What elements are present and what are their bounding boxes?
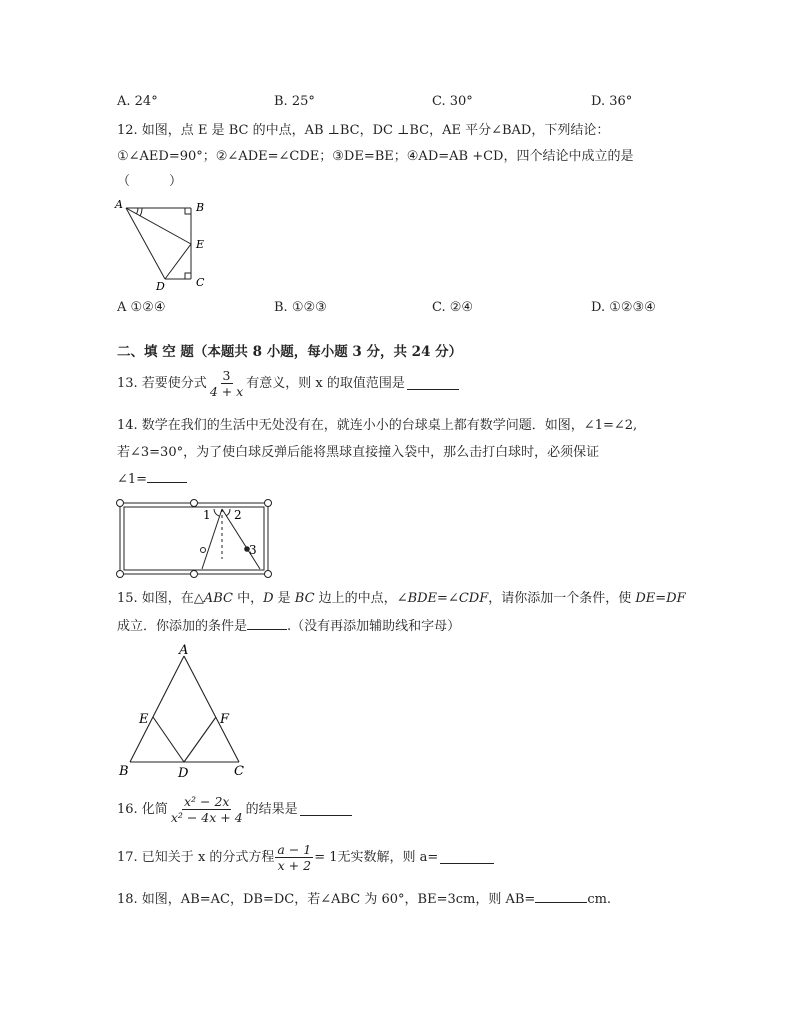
q15-text-g: .（没有再添加辅助线和字母）	[287, 619, 461, 634]
label-f: F	[220, 712, 230, 727]
q18-answer-blank[interactable]	[535, 890, 587, 903]
q17-denominator: x + 2	[277, 858, 312, 873]
q17-fraction	[275, 842, 313, 873]
q11-option-a: A. 24°	[117, 94, 158, 109]
angle-arc-a1	[137, 208, 139, 214]
q13-answer-blank[interactable]	[407, 377, 459, 390]
label-d: D	[178, 766, 189, 781]
q11-option-c: C. 30°	[432, 94, 473, 109]
q12-answer-paren: （ ）	[117, 174, 183, 189]
pocket-top-left	[117, 500, 124, 507]
q15-segment-bc: BC	[294, 591, 315, 606]
q12-option-d: D. ①②③④	[591, 300, 656, 315]
table-inner-edge	[124, 507, 264, 570]
segment-fd	[184, 717, 216, 762]
angle-label-1: 1	[203, 508, 211, 522]
q15-line1	[117, 590, 686, 608]
q15-condition: ∠BDE=∠CDF	[396, 591, 489, 606]
pocket-top-right	[265, 500, 272, 507]
q13-denominator: 4 + x	[209, 384, 244, 399]
right-angle-b	[185, 208, 191, 214]
q15-text-b: 中，	[232, 591, 264, 606]
table-outer-edge	[120, 503, 268, 574]
white-ball	[201, 548, 206, 553]
q14-line1: 14. 数学在我们的生活中无处没有在，就连小小的台球桌上都有数学问题．如图，∠1=∠2,	[117, 418, 638, 433]
q14-line3	[117, 470, 187, 489]
label-e: E	[139, 712, 149, 727]
segment-ed	[153, 717, 184, 762]
side-ab	[130, 656, 184, 762]
q15-text-c: 是	[273, 591, 295, 606]
label-c: C	[196, 276, 205, 289]
q16-numerator: x² − 2x	[184, 794, 230, 809]
q16-denominator: x² − 4x + 4	[170, 810, 243, 825]
angle-label-3: 3	[249, 543, 257, 557]
q15-answer-blank[interactable]	[247, 617, 287, 630]
q15-goal: DE=DF	[635, 591, 686, 606]
q16	[117, 794, 352, 825]
q15-text-e: ，请你添加一个条件，使	[488, 591, 636, 606]
q17-suffix: 无实数解，则 a=	[337, 849, 439, 865]
q13-suffix: 有意义，则 x 的取值范围是	[246, 375, 405, 391]
label-a: A	[179, 643, 189, 658]
q12-text: 12. 如图，点 E 是 BC 的中点，AB ⊥BC，DC ⊥BC，AE 平分∠BAD，下列结论：	[117, 123, 610, 138]
q11-option-b: B. 25°	[274, 94, 315, 109]
q18-unit: cm.	[587, 892, 612, 907]
q12-option-c: C. ②④	[432, 300, 474, 315]
q16-fraction	[169, 794, 245, 825]
q15-text-d: 边上的中点，	[314, 591, 397, 606]
segment-de	[165, 244, 191, 279]
angle-arc-a2	[140, 208, 142, 216]
q16-prefix: 16. 化简	[117, 801, 168, 817]
q15-triangle: △ABC	[193, 591, 233, 606]
label-d: D	[156, 280, 165, 293]
side-ac	[184, 656, 239, 762]
q17	[117, 842, 494, 873]
q15-point-d: D	[263, 591, 274, 606]
pocket-bottom-left	[117, 571, 124, 578]
q17-equals: = 1	[314, 849, 338, 865]
label-e: E	[196, 238, 205, 251]
q12-conclusions: ①∠AED=90°；②∠ADE=∠CDE；③DE=BE；④AD=AB +CD，四个结论中成立的是	[117, 149, 634, 164]
q15-text-f: 成立．你添加的条件是	[117, 619, 248, 634]
q13-numerator: 3	[222, 368, 231, 383]
section-2-title: 二、填 空 题（本题共 8 小题，每小题 3 分，共 24 分）	[117, 344, 463, 360]
right-angle-c	[185, 273, 191, 279]
q14-angle1-label: ∠1=	[117, 472, 148, 487]
label-b: B	[196, 201, 205, 214]
q12-figure	[112, 194, 222, 294]
label-a: A	[115, 198, 123, 211]
q17-answer-blank[interactable]	[440, 851, 494, 864]
q17-numerator: a − 1	[277, 842, 312, 857]
q16-suffix: 的结果是	[245, 801, 298, 817]
q11-option-d: D. 36°	[591, 94, 633, 109]
q14-answer-blank[interactable]	[147, 470, 187, 483]
q13	[117, 368, 459, 399]
pocket-bottom-right	[265, 571, 272, 578]
q13-fraction	[208, 368, 245, 399]
label-b: B	[119, 764, 129, 779]
pocket-top-middle	[191, 500, 198, 507]
q17-prefix: 17. 已知关于 x 的分式方程	[117, 849, 275, 865]
q15-figure	[112, 640, 262, 782]
q14-billiard-figure	[114, 497, 274, 581]
pocket-bottom-middle	[191, 571, 198, 578]
q14-line2: 若∠3=30°，为了使白球反弹后能将黑球直接撞入袋中，那么击打白球时，必须保证	[117, 445, 600, 460]
angle-arc-1	[214, 509, 219, 516]
q15-line2	[117, 617, 460, 636]
angle-label-2: 2	[234, 508, 242, 522]
q18	[117, 890, 611, 909]
q12-option-b: B. ①②③	[274, 300, 327, 315]
label-c: C	[234, 764, 244, 779]
q18-text: 18. 如图，AB=AC，DB=DC，若∠ABC 为 60°，BE=3cm，则 AB=	[117, 892, 536, 907]
q13-prefix: 13. 若要使分式	[117, 375, 207, 391]
angle-arc-2	[226, 509, 230, 516]
q15-text-a: 15. 如图，在	[117, 591, 194, 606]
q12-option-a: A ①②④	[117, 300, 166, 315]
q16-answer-blank[interactable]	[300, 803, 352, 816]
